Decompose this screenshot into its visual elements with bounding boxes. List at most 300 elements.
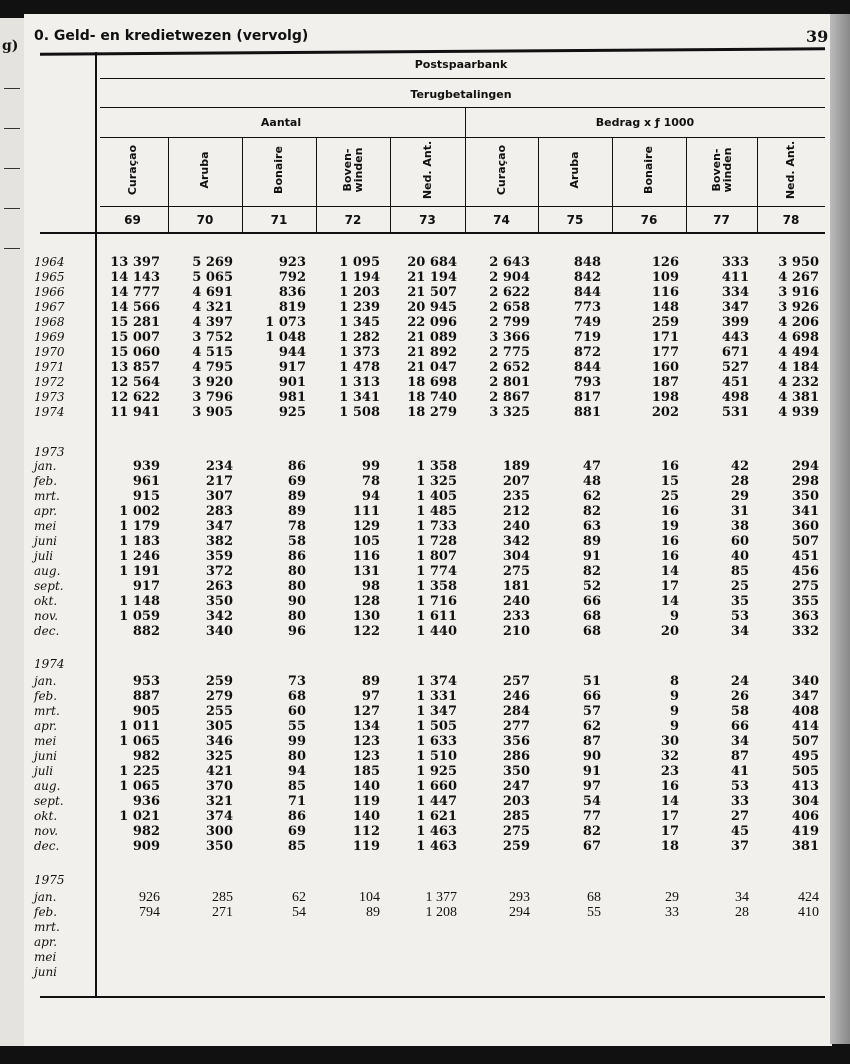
table-cell: 887 <box>132 689 160 704</box>
group-header: Postspaarbank <box>414 58 508 71</box>
table-cell: 4 698 <box>778 330 819 345</box>
table-cell: 240 <box>502 594 530 609</box>
table-cell: 82 <box>582 824 601 839</box>
table-cell: 140 <box>352 779 380 794</box>
table-cell: 1 065 <box>119 734 160 749</box>
table-cell: 275 <box>791 579 819 594</box>
table-cell: 304 <box>502 549 530 564</box>
table-cell: 247 <box>502 779 530 794</box>
column-number: 76 <box>640 213 658 227</box>
table-cell: 177 <box>651 345 679 360</box>
table-cell: 347 <box>205 519 233 534</box>
row-label: jan. <box>34 674 57 688</box>
table-cell: 94 <box>361 489 380 504</box>
rule-header-bottom <box>40 232 825 234</box>
table-cell: 451 <box>721 375 749 390</box>
table-cell: 112 <box>352 824 380 839</box>
table-cell: 13 397 <box>110 255 160 270</box>
column-number: 78 <box>782 213 800 227</box>
section-header-bedrag: Bedrag x ƒ 1000 <box>595 116 695 129</box>
tick-mark <box>4 168 20 169</box>
table-cell: 29 <box>730 489 749 504</box>
column-number: 75 <box>566 213 584 227</box>
table-cell: 332 <box>791 624 819 639</box>
table-cell: 773 <box>573 300 601 315</box>
table-cell: 2 652 <box>489 360 530 375</box>
tick-mark <box>4 248 20 249</box>
table-cell: 1 065 <box>119 779 160 794</box>
row-label: mei <box>34 734 57 748</box>
table-cell: 923 <box>278 255 306 270</box>
table-cell: 1 728 <box>416 534 457 549</box>
table-cell: 57 <box>582 704 601 719</box>
table-cell: 2 867 <box>489 390 530 405</box>
table-cell: 1 011 <box>119 719 160 734</box>
table-cell: 939 <box>132 459 160 474</box>
row-label: mrt. <box>34 920 60 934</box>
table-cell: 505 <box>791 764 819 779</box>
table-cell: 4 267 <box>778 270 819 285</box>
table-cell: 3 366 <box>489 330 530 345</box>
table-cell: 68 <box>582 609 601 624</box>
table-cell: 9 <box>669 719 679 734</box>
table-cell: 3 325 <box>489 405 530 420</box>
table-cell: 18 740 <box>407 390 457 405</box>
table-cell: 33 <box>730 794 749 809</box>
row-label: okt. <box>34 594 58 608</box>
table-cell: 1 510 <box>416 749 457 764</box>
table-cell: 97 <box>582 779 601 794</box>
table-cell: 217 <box>205 474 233 489</box>
table-cell: 12 622 <box>110 390 160 405</box>
table-cell: 129 <box>352 519 380 534</box>
table-cell: 263 <box>205 579 233 594</box>
table-cell: 961 <box>132 474 160 489</box>
table-cell: 321 <box>205 794 233 809</box>
table-cell: 90 <box>287 594 306 609</box>
table-cell: 259 <box>502 839 530 854</box>
table-cell: 350 <box>205 839 233 854</box>
table-cell: 42 <box>730 459 749 474</box>
section-header-aantal: Aantal <box>260 116 302 129</box>
table-cell: 25 <box>660 489 679 504</box>
tick-mark <box>4 128 20 129</box>
table-cell: 31 <box>730 504 749 519</box>
table-cell: 16 <box>660 459 679 474</box>
table-cell: 18 698 <box>407 375 457 390</box>
table-cell: 259 <box>205 674 233 689</box>
table-cell: 410 <box>798 905 819 920</box>
table-cell: 2 643 <box>489 255 530 270</box>
row-label: 1971 <box>34 360 65 374</box>
table-cell: 105 <box>352 534 380 549</box>
table-cell: 20 <box>660 624 679 639</box>
table-cell: 1 505 <box>416 719 457 734</box>
table-cell: 14 143 <box>110 270 160 285</box>
row-label: dec. <box>34 624 60 638</box>
table-cell: 374 <box>205 809 233 824</box>
table-cell: 277 <box>502 719 530 734</box>
row-label: mrt. <box>34 489 60 503</box>
row-label: 1972 <box>34 375 65 389</box>
table-cell: 3 926 <box>778 300 819 315</box>
table-cell: 285 <box>502 809 530 824</box>
table-cell: 424 <box>798 890 819 905</box>
table-cell: 9 <box>669 609 679 624</box>
table-cell: 5 065 <box>192 270 233 285</box>
table-cell: 116 <box>651 285 679 300</box>
table-cell: 126 <box>651 255 679 270</box>
table-cell: 1 345 <box>339 315 380 330</box>
table-cell: 123 <box>352 749 380 764</box>
table-cell: 1 508 <box>339 405 380 420</box>
table-cell: 283 <box>205 504 233 519</box>
table-cell: 1 239 <box>339 300 380 315</box>
table-cell: 456 <box>791 564 819 579</box>
table-cell: 171 <box>651 330 679 345</box>
year-heading: 1973 <box>34 445 65 459</box>
table-cell: 80 <box>287 564 306 579</box>
table-cell: 234 <box>205 459 233 474</box>
table-cell: 507 <box>791 734 819 749</box>
table-cell: 86 <box>287 809 306 824</box>
tick-mark <box>4 208 20 209</box>
table-cell: 350 <box>791 489 819 504</box>
table-cell: 1 358 <box>416 579 457 594</box>
table-cell: 1 341 <box>339 390 380 405</box>
table-cell: 54 <box>292 905 306 920</box>
table-cell: 15 007 <box>110 330 160 345</box>
row-label: jan. <box>34 459 57 473</box>
table-cell: 85 <box>730 564 749 579</box>
table-cell: 104 <box>359 890 380 905</box>
table-cell: 86 <box>287 549 306 564</box>
rule <box>100 78 825 79</box>
row-label: feb. <box>34 689 58 703</box>
table-cell: 1 373 <box>339 345 380 360</box>
table-cell: 58 <box>730 704 749 719</box>
table-cell: 498 <box>721 390 749 405</box>
table-cell: 21 047 <box>407 360 457 375</box>
table-cell: 130 <box>352 609 380 624</box>
table-cell: 80 <box>287 609 306 624</box>
table-cell: 495 <box>791 749 819 764</box>
table-cell: 953 <box>132 674 160 689</box>
table-cell: 294 <box>791 459 819 474</box>
column-header-9: Boven- winden <box>709 147 734 193</box>
rule <box>100 137 825 138</box>
previous-page-fragment: g) <box>2 38 19 54</box>
table-cell: 1 203 <box>339 285 380 300</box>
table-cell: 4 494 <box>778 345 819 360</box>
table-cell: 9 <box>669 704 679 719</box>
column-number: 71 <box>270 213 288 227</box>
table-cell: 122 <box>352 624 380 639</box>
table-cell: 16 <box>660 504 679 519</box>
table-cell: 14 <box>660 564 679 579</box>
column-number: 70 <box>196 213 214 227</box>
row-label: 1969 <box>34 330 65 344</box>
table-cell: 37 <box>730 839 749 854</box>
row-label: 1968 <box>34 315 65 329</box>
column-header-4: Boven- winden <box>341 147 365 193</box>
table-cell: 1 774 <box>416 564 457 579</box>
table-cell: 1 347 <box>416 704 457 719</box>
table-cell: 198 <box>651 390 679 405</box>
table-cell: 68 <box>582 624 601 639</box>
table-cell: 69 <box>287 824 306 839</box>
table-cell: 32 <box>660 749 679 764</box>
table-cell: 419 <box>791 824 819 839</box>
table-cell: 45 <box>730 824 749 839</box>
table-cell: 1 148 <box>119 594 160 609</box>
table-cell: 66 <box>582 689 601 704</box>
table-cell: 1 313 <box>339 375 380 390</box>
table-cell: 53 <box>730 779 749 794</box>
row-label: juni <box>34 965 58 979</box>
table-cell: 1 485 <box>416 504 457 519</box>
table-cell: 2 801 <box>489 375 530 390</box>
column-divider <box>686 137 687 233</box>
table-cell: 14 777 <box>110 285 160 300</box>
table-cell: 2 658 <box>489 300 530 315</box>
row-label: juli <box>34 764 54 778</box>
table-cell: 1 331 <box>416 689 457 704</box>
table-cell: 1 048 <box>265 330 306 345</box>
column-number: 77 <box>713 213 730 227</box>
column-header-2: Aruba <box>198 151 211 189</box>
column-divider <box>538 137 539 233</box>
table-cell: 370 <box>205 779 233 794</box>
table-cell: 982 <box>132 749 160 764</box>
table-cell: 259 <box>651 315 679 330</box>
table-cell: 531 <box>721 405 749 420</box>
row-label: apr. <box>34 504 58 518</box>
table-cell: 131 <box>352 564 380 579</box>
table-cell: 210 <box>502 624 530 639</box>
column-divider <box>316 137 317 233</box>
table-cell: 246 <box>502 689 530 704</box>
rule <box>100 107 825 108</box>
column-divider <box>390 137 391 233</box>
table-cell: 917 <box>278 360 306 375</box>
table-cell: 1 621 <box>416 809 457 824</box>
table-cell: 89 <box>582 534 601 549</box>
column-header-10: Ned. Ant. <box>784 140 797 200</box>
table-cell: 18 279 <box>407 405 457 420</box>
table-cell: 298 <box>791 474 819 489</box>
table-cell: 1 377 <box>425 890 457 905</box>
table-cell: 819 <box>278 300 306 315</box>
table-cell: 507 <box>791 534 819 549</box>
table-cell: 89 <box>361 674 380 689</box>
table-cell: 3 920 <box>192 375 233 390</box>
table-cell: 87 <box>582 734 601 749</box>
table-cell: 73 <box>287 674 306 689</box>
column-number: 73 <box>419 213 436 227</box>
column-number: 69 <box>124 213 141 227</box>
table-cell: 14 <box>660 794 679 809</box>
table-cell: 14 <box>660 594 679 609</box>
column-divider <box>612 137 613 233</box>
table-cell: 20 945 <box>407 300 457 315</box>
table-cell: 905 <box>132 704 160 719</box>
table-cell: 925 <box>278 405 306 420</box>
table-cell: 294 <box>509 905 530 920</box>
table-cell: 11 941 <box>110 405 160 420</box>
row-label: okt. <box>34 809 58 823</box>
table-cell: 749 <box>573 315 601 330</box>
table-cell: 235 <box>502 489 530 504</box>
table-cell: 285 <box>212 890 233 905</box>
row-label: aug. <box>34 779 61 793</box>
row-label: 1964 <box>34 255 65 269</box>
column-header-7: Aruba <box>568 151 581 189</box>
table-cell: 3 752 <box>192 330 233 345</box>
table-cell: 24 <box>730 674 749 689</box>
table-cell: 4 691 <box>192 285 233 300</box>
table-cell: 202 <box>651 405 679 420</box>
table-cell: 185 <box>352 764 380 779</box>
table-cell: 97 <box>361 689 380 704</box>
table-cell: 71 <box>287 794 306 809</box>
table-cell: 85 <box>287 839 306 854</box>
table-cell: 160 <box>651 360 679 375</box>
table-cell: 836 <box>278 285 306 300</box>
row-label: juni <box>34 534 58 548</box>
table-cell: 527 <box>721 360 749 375</box>
table-cell: 872 <box>573 345 601 360</box>
table-cell: 792 <box>278 270 306 285</box>
row-label: 1974 <box>34 405 65 419</box>
table-cell: 1 246 <box>119 549 160 564</box>
table-cell: 4 232 <box>778 375 819 390</box>
table-cell: 62 <box>292 890 306 905</box>
table-cell: 347 <box>791 689 819 704</box>
column-divider <box>757 137 758 233</box>
table-cell: 58 <box>287 534 306 549</box>
table-cell: 844 <box>573 360 601 375</box>
table-cell: 19 <box>660 519 679 534</box>
table-cell: 342 <box>205 609 233 624</box>
scan-border <box>0 1046 850 1064</box>
table-cell: 1 463 <box>416 839 457 854</box>
table-cell: 4 321 <box>192 300 233 315</box>
table-cell: 21 507 <box>407 285 457 300</box>
table-cell: 148 <box>651 300 679 315</box>
row-label: juni <box>34 749 58 763</box>
table-cell: 4 206 <box>778 315 819 330</box>
table-cell: 47 <box>582 459 601 474</box>
table-cell: 17 <box>660 809 679 824</box>
table-cell: 38 <box>730 519 749 534</box>
row-label: 1965 <box>34 270 65 284</box>
table-cell: 279 <box>205 689 233 704</box>
table-cell: 89 <box>287 489 306 504</box>
table-cell: 77 <box>582 809 601 824</box>
table-cell: 18 <box>660 839 679 854</box>
row-label: mei <box>34 950 57 964</box>
column-divider <box>242 137 243 233</box>
column-header-6: Curaçao <box>494 144 508 196</box>
rule-bottom <box>40 996 825 998</box>
table-cell: 60 <box>287 704 306 719</box>
table-cell: 1 440 <box>416 624 457 639</box>
row-label: sept. <box>34 794 64 808</box>
table-cell: 271 <box>212 905 233 920</box>
column-header-1: Curaçao <box>125 144 139 196</box>
table-cell: 293 <box>509 890 530 905</box>
row-label: aug. <box>34 564 61 578</box>
row-label: feb. <box>34 905 58 919</box>
row-label: dec. <box>34 839 60 853</box>
page-title: 0. Geld- en kredietwezen (vervolg) <box>34 28 309 44</box>
table-cell: 817 <box>573 390 601 405</box>
table-cell: 1 282 <box>339 330 380 345</box>
table-cell: 1 925 <box>416 764 457 779</box>
table-cell: 917 <box>132 579 160 594</box>
table-cell: 257 <box>502 674 530 689</box>
row-label: mrt. <box>34 704 60 718</box>
table-cell: 360 <box>791 519 819 534</box>
subgroup-header: Terugbetalingen <box>410 88 512 101</box>
table-cell: 1 660 <box>416 779 457 794</box>
column-number: 72 <box>344 213 362 227</box>
table-cell: 78 <box>361 474 380 489</box>
table-cell: 3 905 <box>192 405 233 420</box>
table-cell: 1 073 <box>265 315 306 330</box>
row-label: nov. <box>34 609 59 623</box>
table-cell: 90 <box>582 749 601 764</box>
row-label: 1966 <box>34 285 65 299</box>
table-cell: 14 566 <box>110 300 160 315</box>
table-cell: 78 <box>287 519 306 534</box>
table-cell: 86 <box>287 459 306 474</box>
table-cell: 3 950 <box>778 255 819 270</box>
column-header-5: Ned. Ant. <box>420 140 434 200</box>
column-number: 74 <box>493 213 510 227</box>
table-cell: 34 <box>730 624 749 639</box>
row-label: apr. <box>34 935 58 949</box>
table-cell: 68 <box>587 890 601 905</box>
table-cell: 4 184 <box>778 360 819 375</box>
row-label: apr. <box>34 719 58 733</box>
table-cell: 421 <box>205 764 233 779</box>
table-cell: 844 <box>573 285 601 300</box>
table-cell: 66 <box>582 594 601 609</box>
table-cell: 4 795 <box>192 360 233 375</box>
table-cell: 304 <box>791 794 819 809</box>
table-cell: 1 325 <box>416 474 457 489</box>
rule <box>100 206 825 207</box>
table-cell: 22 096 <box>407 315 457 330</box>
table-cell: 134 <box>352 719 380 734</box>
table-cell: 30 <box>660 734 679 749</box>
table-cell: 13 857 <box>110 360 160 375</box>
table-cell: 212 <box>502 504 530 519</box>
table-cell: 96 <box>287 624 306 639</box>
row-label: feb. <box>34 474 58 488</box>
table-cell: 29 <box>665 890 679 905</box>
table-cell: 21 194 <box>407 270 457 285</box>
table-cell: 1 478 <box>339 360 380 375</box>
table-cell: 116 <box>352 549 380 564</box>
table-cell: 60 <box>730 534 749 549</box>
table-cell: 1 447 <box>416 794 457 809</box>
table-cell: 1 191 <box>119 564 160 579</box>
table-cell: 347 <box>721 300 749 315</box>
table-cell: 1 463 <box>416 824 457 839</box>
